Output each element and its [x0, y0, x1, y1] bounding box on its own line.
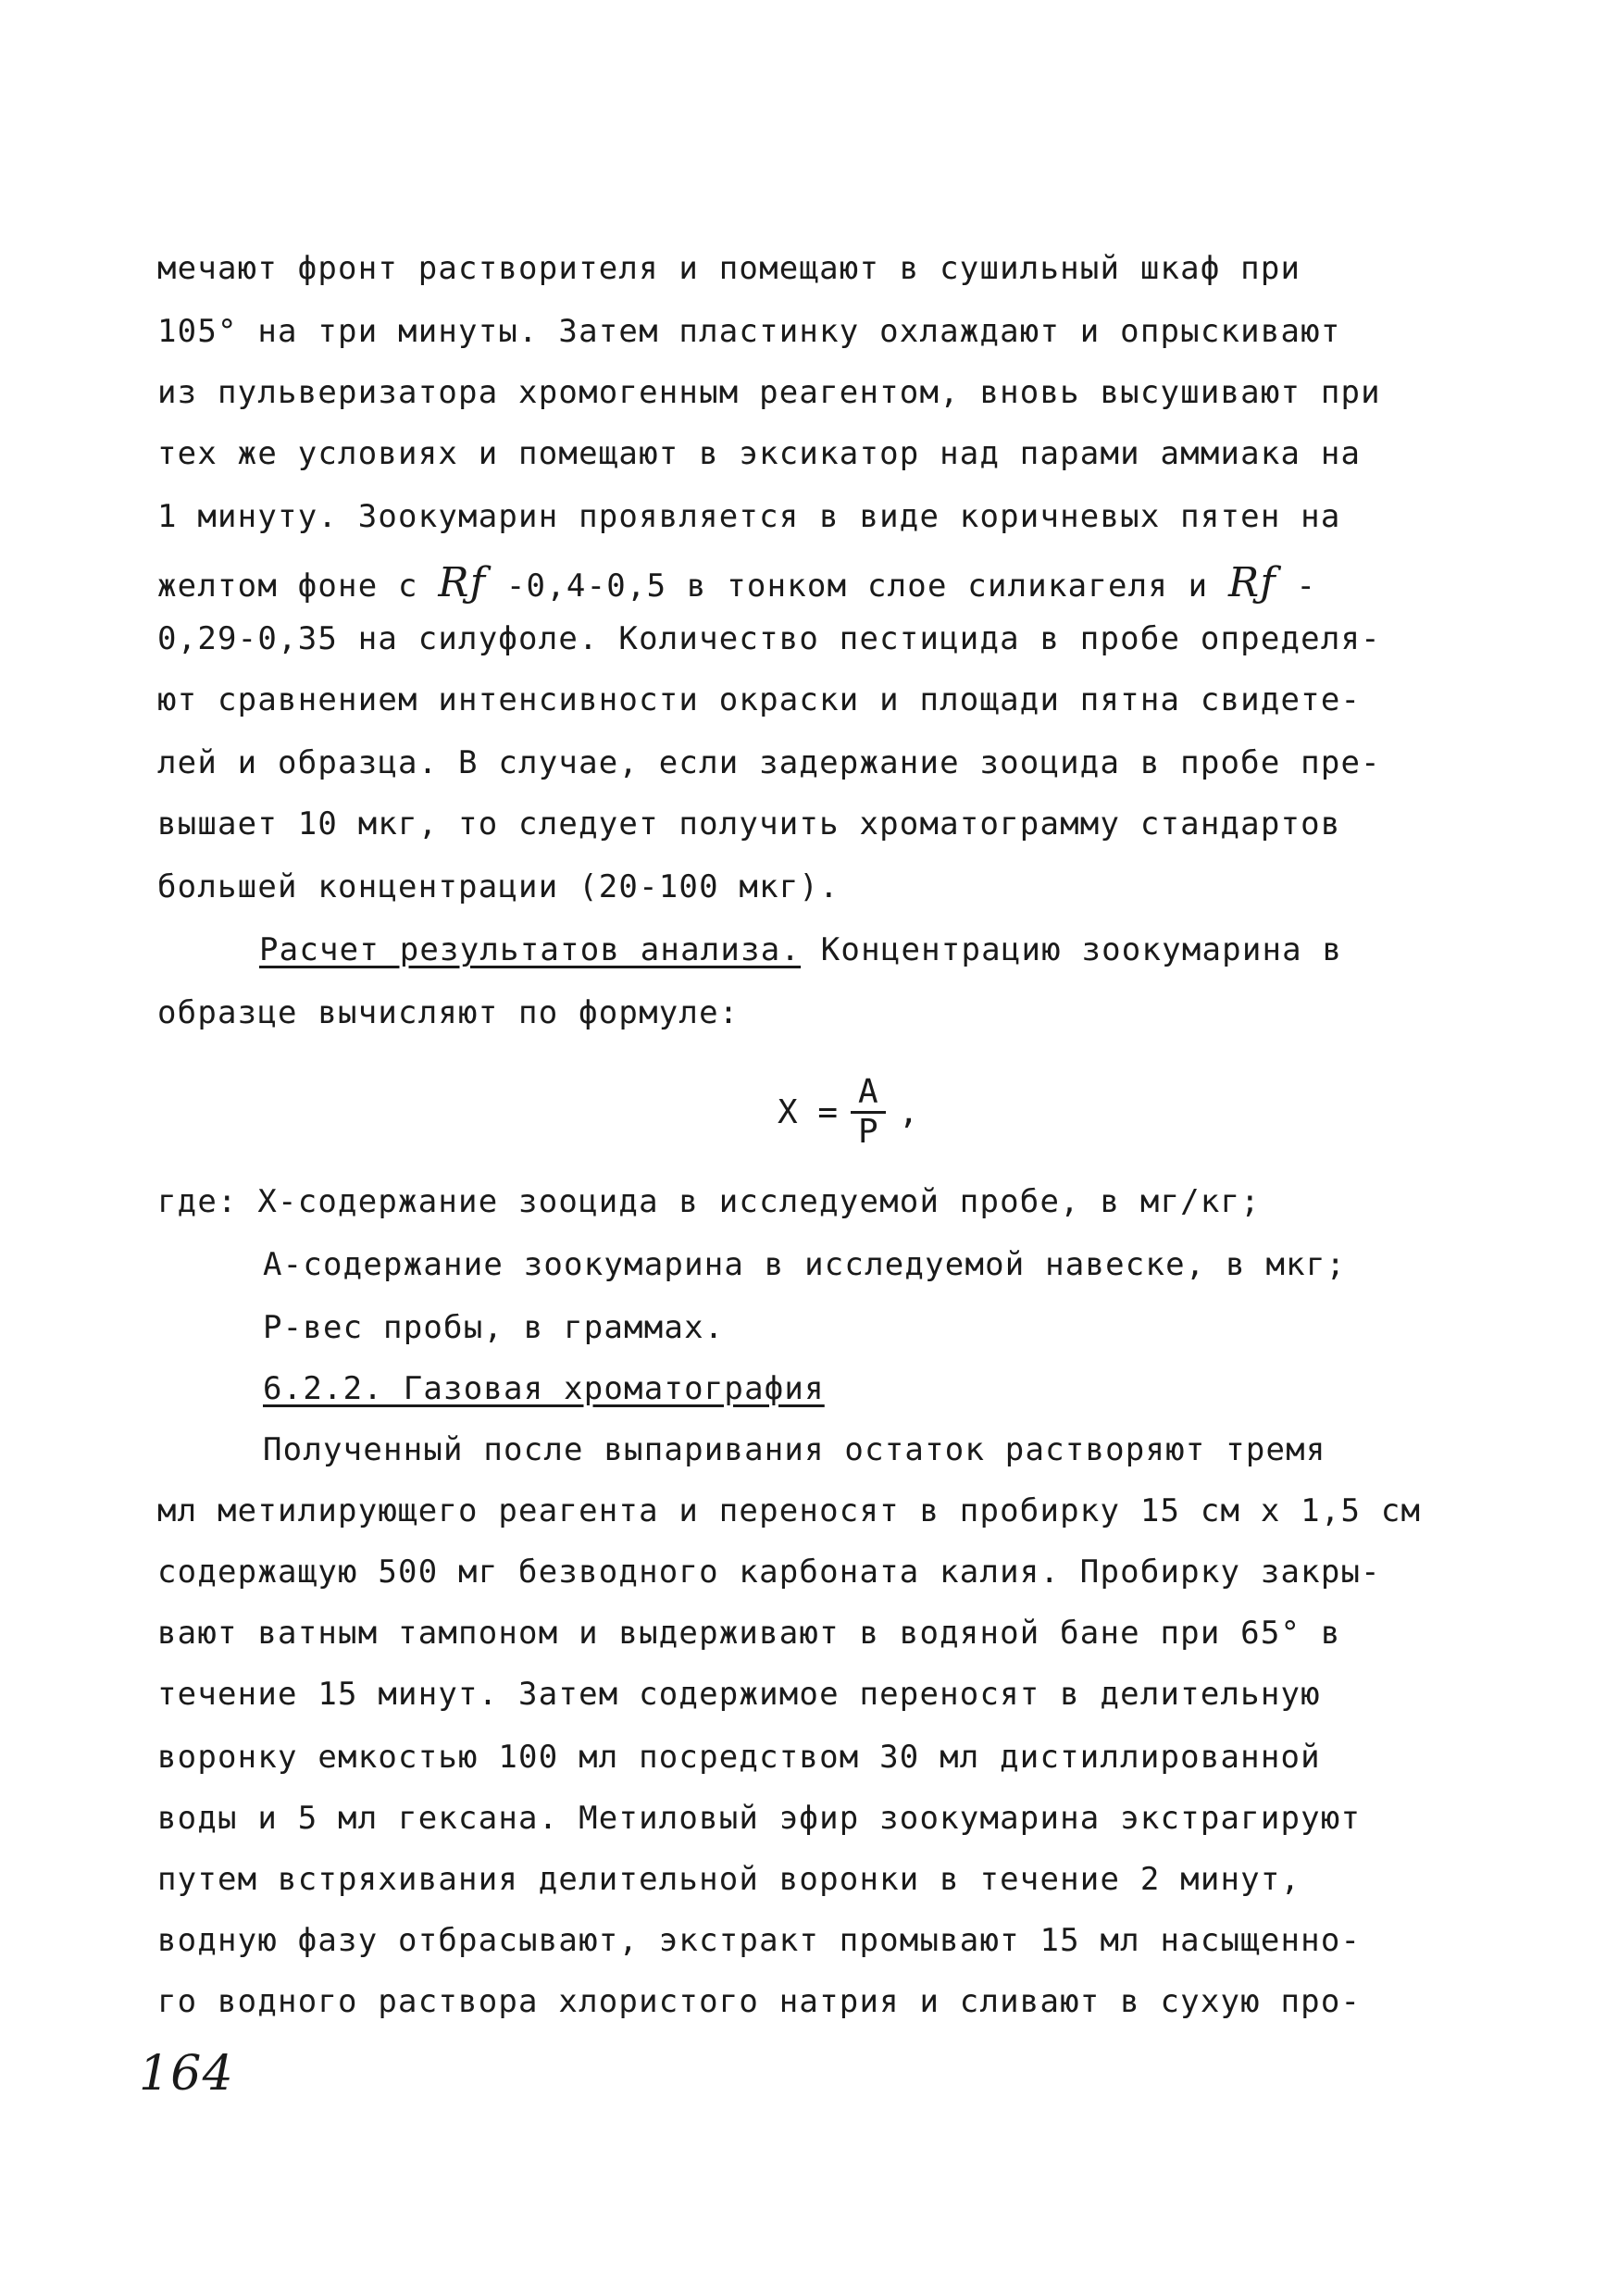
text-line: тех же условиях и помещают в эксикатор над парами аммиака на — [157, 435, 1362, 472]
formula-lhs: X = — [778, 1093, 839, 1131]
rf-line-start: желтом фоне с — [157, 568, 418, 605]
legend-line: A-содержание зоокумарина в исследуемой навеске, в мкг; — [263, 1246, 1347, 1283]
rf-line-mid: -0,4-0,5 в тонком слое силикагеля и — [505, 568, 1209, 605]
text-line: воды и 5 мл гексана. Метиловый эфир зоокумарина экстрагируют — [157, 1800, 1362, 1837]
calc-text: Концентрацию зоокумарина в — [820, 931, 1343, 968]
text-line: течение 15 минут. Затем содержимое переносят в делительную — [157, 1676, 1321, 1713]
text-line: из пульверизатора хромогенным реагентом, вновь высушивают при — [157, 374, 1381, 411]
formula-tail: , — [898, 1093, 919, 1131]
section-heading: 6.2.2. Газовая хроматография — [263, 1370, 825, 1407]
formula — [778, 1074, 918, 1151]
text-line: большей концентрации (20-100 мкг). — [157, 868, 840, 905]
text-line: лей и образца. В случае, если задержание зооцида в пробе пре- — [157, 744, 1381, 781]
formula-fraction — [851, 1074, 886, 1151]
text-line-rf — [157, 559, 1316, 606]
text-line: мечают фронт растворителя и помещают в сушильный шкаф при — [157, 250, 1301, 287]
text-line: путем встряхивания делительной воронки в течение 2 минут, — [157, 1861, 1301, 1898]
text-line: ют сравнением интенсивности окраски и площади пятна свидете- — [157, 681, 1362, 718]
page-number: 164 — [139, 2046, 234, 2102]
text-line: воронку емкостью 100 мл посредством 30 мл дистиллированной — [157, 1739, 1321, 1776]
text-line: Полученный после выпаривания остаток растворяют тремя — [263, 1431, 1326, 1468]
text-line: 105° на три минуты. Затем пластинку охлаждают и опрыскивают — [157, 313, 1341, 350]
formula-numerator: A — [851, 1074, 886, 1114]
text-line: водную фазу отбрасывают, экстракт промывают 15 мл насыщенно- — [157, 1922, 1362, 1959]
text-line: вышает 10 мкг, то следует получить хроматограмму стандартов — [157, 805, 1341, 842]
text-line: вают ватным тампоном и выдерживают в водяной бане при 65° в — [157, 1615, 1341, 1652]
legend-line: P-вес пробы, в граммах. — [263, 1309, 725, 1346]
calc-heading: Расчет результатов анализа. — [259, 931, 802, 968]
calc-paragraph — [259, 931, 1342, 968]
text-line: 1 минуту. Зоокумарин проявляется в виде коричневых пятен на — [157, 498, 1341, 535]
rf-symbol: Rƒ — [438, 559, 487, 606]
text-line: мл метилирующего реагента и переносят в пробирку 15 см x 1,5 см — [157, 1492, 1422, 1529]
text-line: содержащую 500 мг безводного карбоната калия. Пробирку закры- — [157, 1554, 1381, 1591]
rf-line-end: - — [1296, 568, 1317, 605]
formula-denominator: P — [858, 1113, 878, 1151]
text-line: 0,29-0,35 на силуфоле. Количество пестицида в пробе определя- — [157, 620, 1381, 657]
legend-line: где: X-содержание зооцида в исследуемой пробе, в мг/кг; — [157, 1183, 1261, 1220]
rf-symbol: Rƒ — [1228, 559, 1276, 606]
text-line: образце вычисляют по формуле: — [157, 994, 740, 1031]
text-line: го водного раствора хлористого натрия и сливают в сухую про- — [157, 1983, 1362, 2020]
